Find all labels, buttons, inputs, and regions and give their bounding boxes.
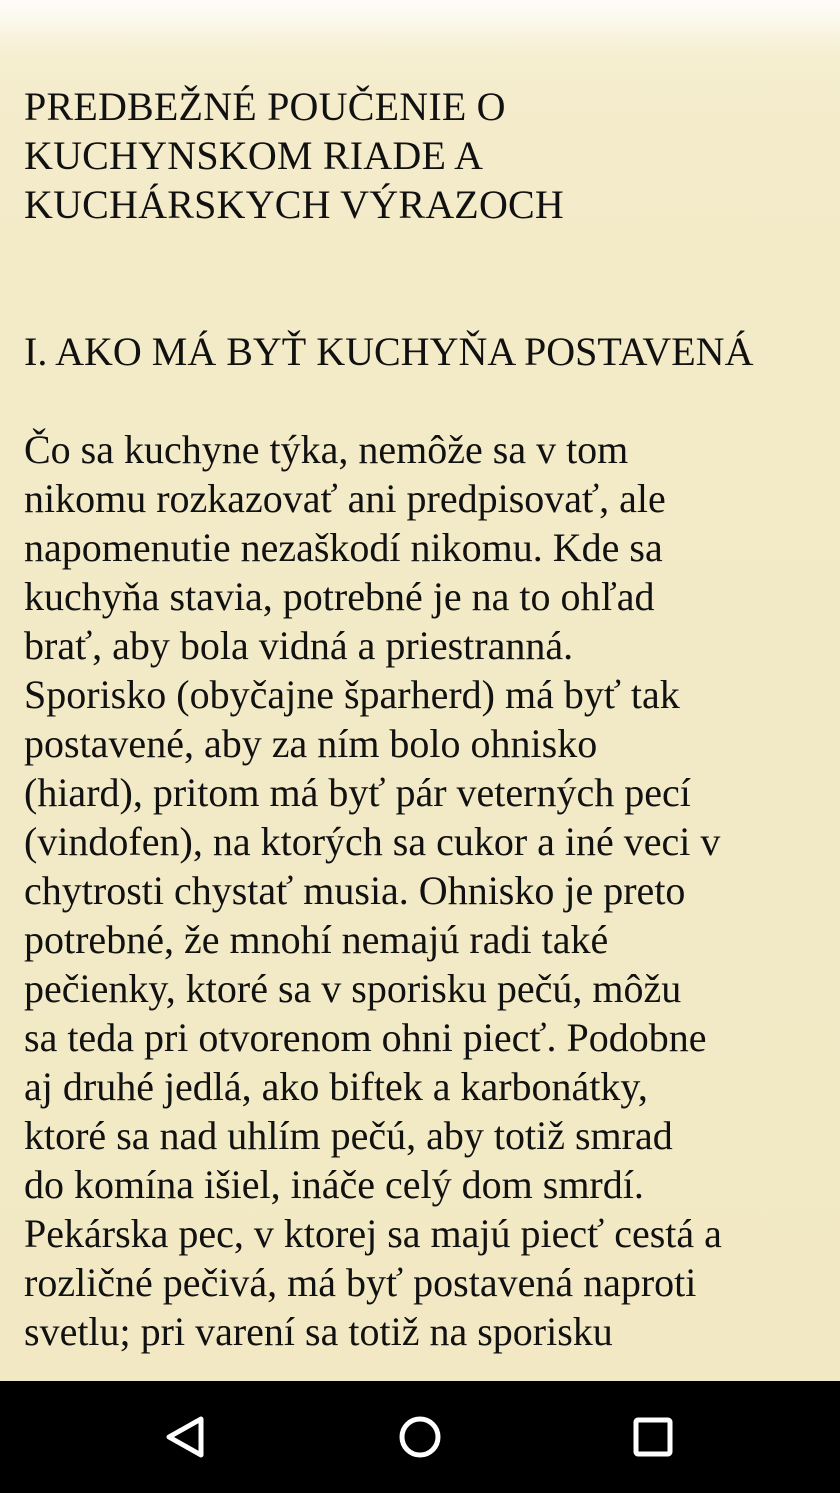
body-text-line: svetlu; pri varení sa totiž na sporisku xyxy=(24,1309,613,1354)
body-text-line: rozličné pečivá, má byť postavená naproti xyxy=(24,1260,697,1305)
body-text-line: pečienky, ktoré sa v sporisku pečú, môžu xyxy=(24,966,682,1011)
body-text-line: Čo sa kuchyne týka, nemôže sa v tom xyxy=(24,427,629,472)
back-button[interactable] xyxy=(152,1403,220,1471)
chapter-heading: I. AKO MÁ BYŤ KUCHYŇA POSTAVENÁ xyxy=(24,329,754,374)
home-button[interactable] xyxy=(386,1403,454,1471)
recent-apps-square-icon xyxy=(630,1414,676,1460)
body-text-line: brať, aby bola vidná a priestranná. xyxy=(24,623,574,668)
body-text-line: potrebné, že mnohí nemajú radi také xyxy=(24,917,609,962)
body-text-line: chytrosti chystať musia. Ohnisko je preto xyxy=(24,868,686,913)
body-text-line: (hiard), pritom má byť pár veterných pecí xyxy=(24,770,691,815)
chapter-body-text xyxy=(24,425,824,1356)
body-text-line: sa teda pri otvorenom ohni piecť. Podobne xyxy=(24,1015,707,1060)
book-title: PREDBEŽNÉ POUČENIE O KUCHYNSKOM RIADE A KUCHÁRSKYCH VÝRAZOCH xyxy=(24,84,564,227)
recent-apps-button[interactable] xyxy=(619,1403,687,1471)
body-text-line: (vindofen), na ktorých sa cukor a iné veci v xyxy=(24,819,721,864)
body-text-line: aj druhé jedlá, ako biftek a karbonátky, xyxy=(24,1064,648,1109)
body-text-line: do komína išiel, ináče celý dom smrdí. xyxy=(24,1162,644,1207)
body-text-line: ktoré sa nad uhlím pečú, aby totiž smrad xyxy=(24,1113,673,1158)
body-text-line: Sporisko (obyčajne šparherd) má byť tak xyxy=(24,672,680,717)
back-triangle-icon xyxy=(163,1414,209,1460)
home-circle-icon xyxy=(397,1414,443,1460)
body-text-line: Pekárska pec, v ktorej sa majú piecť cestá a xyxy=(24,1211,722,1256)
reader-content xyxy=(24,82,824,1356)
body-text-line: nikomu rozkazovať ani predpisovať, ale xyxy=(24,476,666,521)
body-text-line: napomenutie nezaškodí nikomu. Kde sa xyxy=(24,525,663,570)
body-text-line: kuchyňa stavia, potrebné je na to ohľad xyxy=(24,574,655,619)
body-text-line: postavené, aby za ním bolo ohnisko xyxy=(24,721,598,766)
system-navigation-bar xyxy=(0,1381,840,1493)
